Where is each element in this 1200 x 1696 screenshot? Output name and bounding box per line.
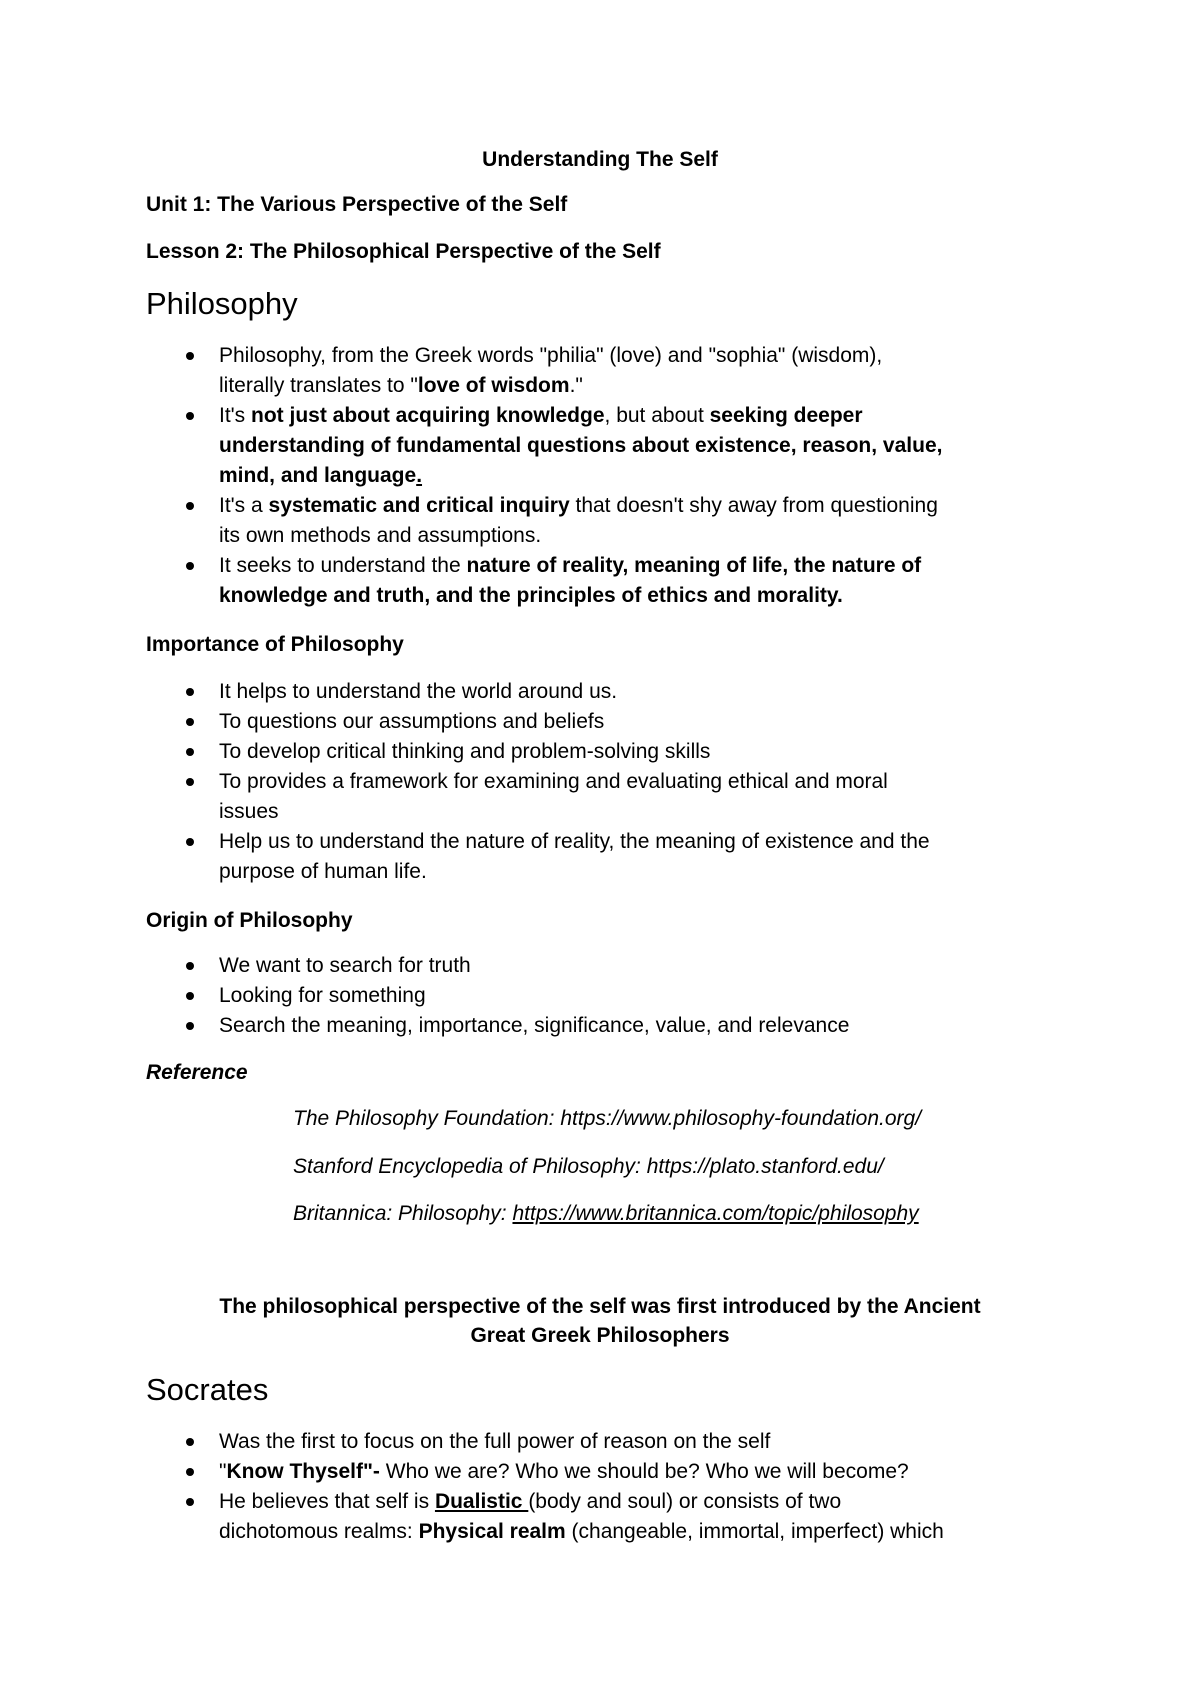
- intro-line-1: The philosophical perspective of the self was first introduced by the Ancient: [219, 1295, 981, 1318]
- bullet-icon: [186, 352, 194, 360]
- list-item: Looking for something: [146, 981, 1086, 1011]
- reference-item: Britannica: Philosophy: https://www.britannica.com/topic/philosophy: [293, 1202, 919, 1225]
- reference-heading: Reference: [146, 1061, 248, 1084]
- document-title: Understanding The Self: [482, 148, 718, 171]
- bullet-icon: [186, 502, 194, 510]
- list-item: To provides a framework for examining and evaluating ethical and moral issues: [146, 767, 1086, 827]
- list-item: "Know Thyself"- Who we are? Who we should be? Who we will become?: [146, 1457, 1086, 1487]
- bullet-icon: [186, 1438, 194, 1446]
- importance-heading: Importance of Philosophy: [146, 633, 404, 656]
- list-item: Help us to understand the nature of reality, the meaning of existence and the purpose of human life.: [146, 827, 1086, 887]
- importance-list: [146, 677, 1086, 887]
- bullet-icon: [186, 992, 194, 1000]
- list-item: Was the first to focus on the full power of reason on the self: [146, 1427, 1086, 1457]
- list-item: To develop critical thinking and problem-solving skills: [146, 737, 1086, 767]
- list-item: He believes that self is Dualistic (body and soul) or consists of two dichotomous realms: Physical realm (changeable, immortal, imperfect) which: [146, 1487, 1086, 1547]
- intro-line-2: Great Greek Philosophers: [470, 1324, 730, 1347]
- bullet-icon: [186, 748, 194, 756]
- bullet-icon: [186, 688, 194, 696]
- bullet-icon: [186, 1498, 194, 1506]
- bullet-icon: [186, 1468, 194, 1476]
- list-item: It's a systematic and critical inquiry that doesn't shy away from questioning its own methods and assumptions.: [146, 491, 1086, 551]
- origin-list: [146, 951, 1086, 1041]
- list-item: It helps to understand the world around us.: [146, 677, 1086, 707]
- list-item: We want to search for truth: [146, 951, 1086, 981]
- socrates-list: [146, 1427, 1086, 1547]
- bullet-icon: [186, 562, 194, 570]
- britannica-link[interactable]: https://www.britannica.com/topic/philosophy: [512, 1202, 919, 1225]
- lesson-heading: Lesson 2: The Philosophical Perspective of the Self: [146, 240, 661, 263]
- bullet-icon: [186, 412, 194, 420]
- unit-heading: Unit 1: The Various Perspective of the Self: [146, 193, 568, 216]
- socrates-heading: Socrates: [146, 1372, 269, 1407]
- philosophy-heading: Philosophy: [146, 286, 298, 321]
- philosophy-list: [146, 341, 1086, 611]
- origin-heading: Origin of Philosophy: [146, 909, 353, 932]
- list-item: Philosophy, from the Greek words "philia" (love) and "sophia" (wisdom), literally translates to "love of wisdom.": [146, 341, 1086, 401]
- reference-item: The Philosophy Foundation: https://www.philosophy-foundation.org/: [293, 1107, 922, 1130]
- reference-item: Stanford Encyclopedia of Philosophy: https://plato.stanford.edu/: [293, 1155, 884, 1178]
- bullet-icon: [186, 962, 194, 970]
- list-item: It's not just about acquiring knowledge, but about seeking deeper understanding of fundamental questions about existence, reason, value, mind, and language.: [146, 401, 1086, 491]
- list-item: It seeks to understand the nature of reality, meaning of life, the nature of knowledge and truth, and the principles of ethics and morality.: [146, 551, 1086, 611]
- bullet-icon: [186, 1022, 194, 1030]
- list-item: To questions our assumptions and beliefs: [146, 707, 1086, 737]
- bullet-icon: [186, 838, 194, 846]
- bullet-icon: [186, 718, 194, 726]
- list-item: Search the meaning, importance, significance, value, and relevance: [146, 1011, 1086, 1041]
- bullet-icon: [186, 778, 194, 786]
